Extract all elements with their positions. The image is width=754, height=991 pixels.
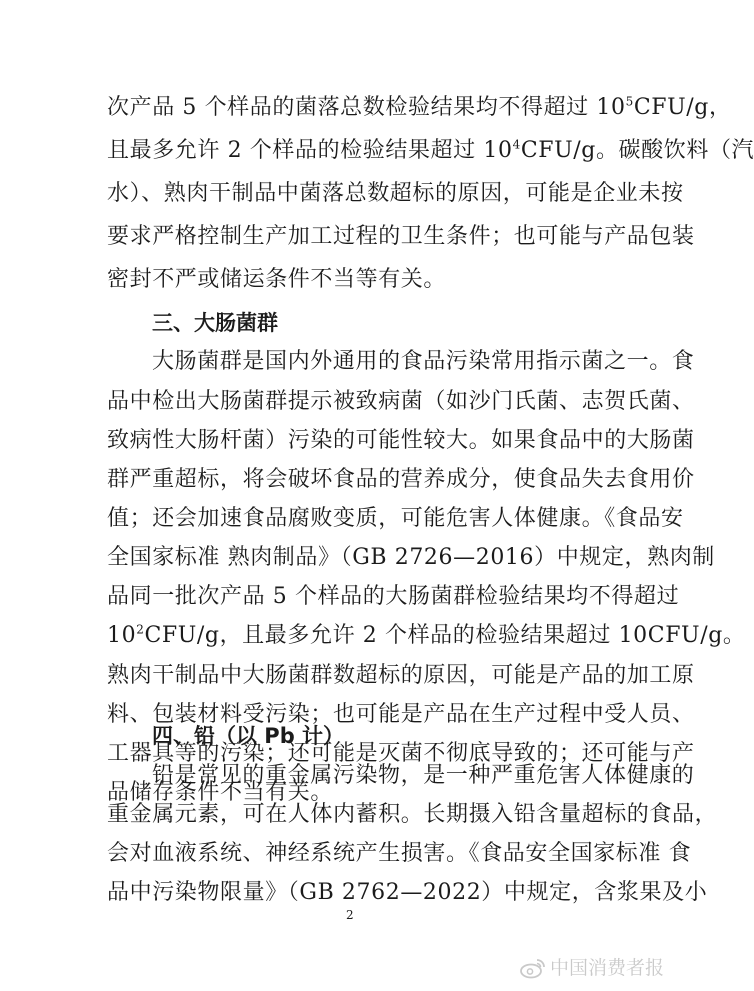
body-line: 重金属元素，可在人体内蓄积。长期摄入铅含量超标的食品， bbox=[107, 802, 718, 827]
body-line: 水）、熟肉干制品中菌落总数超标的原因，可能是企业未按 bbox=[107, 181, 684, 206]
body-line: 品中污染物限量》（GB 2762—2022）中规定，含浆果及小 bbox=[107, 880, 708, 905]
body-line: 致病性大肠杆菌）污染的可能性较大。如果食品中的大肠菌 bbox=[107, 428, 695, 453]
watermark-text: 中国消费者报 bbox=[550, 957, 665, 979]
body-line: 全国家标准 熟肉制品》（GB 2726—2016）中规定，熟肉制 bbox=[107, 545, 715, 570]
weibo-icon bbox=[520, 957, 546, 979]
body-line: $10^2CFU/g$，且最多允许 2 个样品的检验结果超过 10CFU/g。 bbox=[107, 622, 746, 648]
page-number: 2 bbox=[346, 908, 354, 922]
body-line: 要求严格控制生产加工过程的卫生条件；也可能与产品包装 bbox=[107, 224, 695, 249]
body-line: 密封不严或储运条件不当等有关。 bbox=[107, 267, 447, 292]
watermark bbox=[520, 956, 664, 980]
body-line: 会对血液系统、神经系统产生损害。《食品安全国家标准 食 bbox=[107, 841, 692, 866]
body-line: 且最多允许 2 个样品的检验结果超过 $10^4CFU/g$。碳酸饮料（汽 bbox=[107, 137, 754, 163]
body-line: 熟肉干制品中大肠菌群数超标的原因，可能是产品的加工原 bbox=[107, 663, 695, 688]
body-line: 值；还会加速食品腐败变质，可能危害人体健康。《食品安 bbox=[107, 506, 684, 531]
body-line: 铅是常见的重金属污染物，是一种严重危害人体健康的 bbox=[152, 763, 695, 788]
body-line: 品中检出大肠菌群提示被致病菌（如沙门氏菌、志贺氏菌、 bbox=[107, 389, 695, 414]
section-heading: 四、铅（以 Pb 计） bbox=[152, 724, 345, 748]
body-line: 工器具等的污染；还可能是灭菌不彻底导致的；还可能与产 bbox=[107, 741, 695, 766]
body-line: 品同一批次产品 5 个样品的大肠菌群检验结果均不得超过 bbox=[107, 584, 680, 609]
section-heading: 三、大肠菌群 bbox=[152, 311, 278, 335]
body-line: 大肠菌群是国内外通用的食品污染常用指示菌之一。食 bbox=[152, 349, 695, 374]
body-line: 群严重超标，将会破坏食品的营养成分，使食品失去食用价 bbox=[107, 467, 695, 492]
body-line: 料、包装材料受污染；也可能是产品在生产过程中受人员、 bbox=[107, 702, 695, 727]
body-line: 次产品 5 个样品的菌落总数检验结果均不得超过 $10^5CFU/g$， bbox=[107, 94, 732, 120]
body-line: 品储存条件不当有关。 bbox=[107, 780, 334, 805]
